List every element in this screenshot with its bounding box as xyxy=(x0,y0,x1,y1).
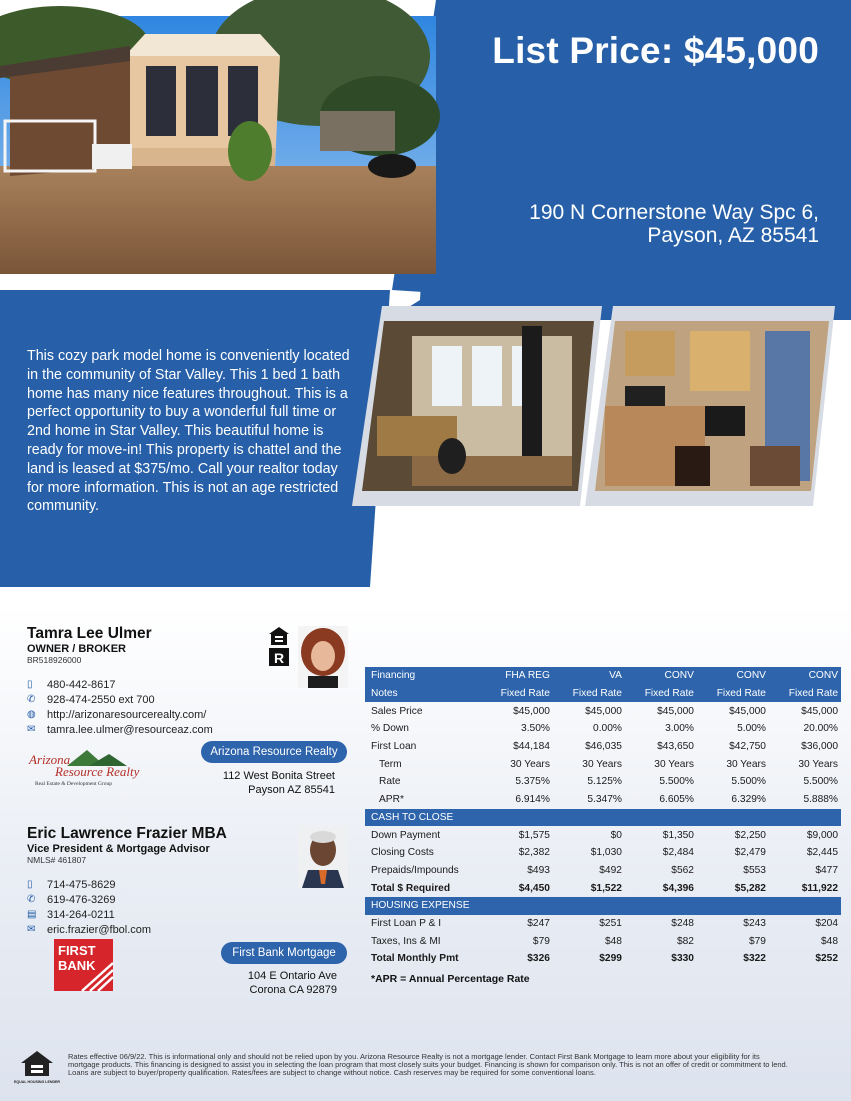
table-cell: $45,000 xyxy=(585,705,622,717)
lender-company-badge[interactable]: First Bank Mortgage xyxy=(221,942,347,964)
list-price: List Price: $45,000 xyxy=(492,30,819,71)
row-label: APR* xyxy=(379,794,404,806)
table-row xyxy=(365,950,841,968)
table-header-cell: CONV xyxy=(625,667,697,685)
fax-icon: ▤ xyxy=(27,909,37,920)
table-cell: $4,450 xyxy=(518,882,550,894)
mobile-icon: ▯ xyxy=(27,879,33,890)
row-label: First Loan xyxy=(371,741,417,753)
row-label: Term xyxy=(379,758,402,770)
table-cell: $1,030 xyxy=(590,847,622,859)
table-cell: 5.888% xyxy=(803,794,838,806)
agent-email-text: tamra.lee.ulmer@resourceaz.com xyxy=(47,723,213,736)
table-cell: 30 Years xyxy=(510,758,550,770)
cash-to-close-header xyxy=(365,809,841,827)
svg-text:R: R xyxy=(274,650,285,666)
globe-icon: ◍ xyxy=(27,709,36,720)
table-cell: $46,035 xyxy=(585,741,622,753)
email-icon: ✉ xyxy=(27,924,36,935)
property-photo xyxy=(0,16,436,274)
email-icon: ✉ xyxy=(27,724,36,735)
row-label: Total Monthly Pmt xyxy=(371,953,459,965)
table-cell: $1,350 xyxy=(662,829,694,841)
table-row xyxy=(365,791,841,809)
row-label: Sales Price xyxy=(371,705,423,717)
table-cell: $45,000 xyxy=(801,705,838,717)
lender-name: Eric Lawrence Frazier MBA xyxy=(27,825,227,842)
table-cell: $2,484 xyxy=(662,847,694,859)
table-row xyxy=(365,915,841,933)
table-cell: $48 xyxy=(821,935,838,947)
table-cell: $43,650 xyxy=(657,741,694,753)
table-cell: $1,522 xyxy=(590,882,622,894)
table-cell: 30 Years xyxy=(726,758,766,770)
agent-headshot xyxy=(298,626,348,688)
lender-title: Vice President & Mortgage Advisor xyxy=(27,843,210,855)
table-cell: $44,184 xyxy=(513,741,550,753)
equal-housing-lender-icon xyxy=(13,1050,61,1086)
table-cell: $82 xyxy=(676,935,694,947)
table-cell: 6.605% xyxy=(659,794,694,806)
logo-text-bank: BANK xyxy=(58,958,96,973)
address-line-1: 190 N Cornerstone Way Spc 6, xyxy=(529,201,819,224)
table-cell: $79 xyxy=(532,935,550,947)
living-room-photo-frame xyxy=(352,306,602,506)
agent-phone[interactable] xyxy=(27,692,357,707)
table-cell: $247 xyxy=(527,917,550,929)
kitchen-photo-frame xyxy=(585,306,835,506)
table-cell: 6.914% xyxy=(515,794,550,806)
table-cell: $11,922 xyxy=(801,882,838,894)
eho-label: EQUAL HOUSING LENDER xyxy=(13,1080,61,1084)
table-notes-row xyxy=(365,685,841,703)
table-cell: 5.00% xyxy=(737,723,766,735)
lender-phone[interactable] xyxy=(27,892,357,907)
table-cell: 20.00% xyxy=(803,723,838,735)
row-label: Down Payment xyxy=(371,829,441,841)
table-cell: $36,000 xyxy=(801,741,838,753)
apr-footnote: *APR = Annual Percentage Rate xyxy=(371,973,530,985)
lender-email-text: eric.frazier@fbol.com xyxy=(47,923,152,936)
table-header-cell: VA xyxy=(553,667,625,685)
table-cell: $553 xyxy=(743,864,766,876)
lender-fax-text: 314-264-0211 xyxy=(47,908,115,921)
lender-phone-text: 619-476-3269 xyxy=(47,893,116,906)
mobile-icon: ▯ xyxy=(27,679,33,690)
row-label: Total $ Required xyxy=(371,882,451,894)
table-cell: $326 xyxy=(527,953,550,965)
table-cell: 30 Years xyxy=(654,758,694,770)
table-cell: 3.00% xyxy=(665,723,694,735)
agent-mobile-text: 480-442-8617 xyxy=(47,678,116,691)
table-cell: $330 xyxy=(671,953,694,965)
cash-rows xyxy=(365,826,841,897)
table-header-cell: Fixed Rate xyxy=(481,685,553,703)
row-label: Prepaids/Impounds xyxy=(371,864,459,876)
property-address xyxy=(529,201,819,247)
lender-email[interactable] xyxy=(27,922,357,937)
table-cell: 5.375% xyxy=(515,776,550,788)
table-cell: $45,000 xyxy=(729,705,766,717)
table-cell: $477 xyxy=(815,864,838,876)
table-cell: $9,000 xyxy=(806,829,838,841)
table-cell: 5.500% xyxy=(731,776,766,788)
table-cell: $42,750 xyxy=(729,741,766,753)
agent-office-line2: Payson AZ 85541 xyxy=(248,784,335,796)
section-header: HOUSING EXPENSE xyxy=(365,897,841,915)
table-cell: $243 xyxy=(743,917,766,929)
financing-table xyxy=(365,667,841,968)
table-cell: $2,445 xyxy=(806,847,838,859)
phone-icon: ✆ xyxy=(27,694,36,705)
first-bank-logo xyxy=(54,939,113,991)
address-line-2: Payson, AZ 85541 xyxy=(647,224,819,247)
table-cell: $0 xyxy=(610,829,622,841)
equal-housing-icon xyxy=(268,626,290,646)
row-label: Rate xyxy=(379,776,401,788)
logo-text-first: FIRST xyxy=(58,943,96,958)
table-cell: 5.125% xyxy=(587,776,622,788)
lender-office-line1: 104 E Ontario Ave xyxy=(247,970,337,982)
table-header-cell: Fixed Rate xyxy=(553,685,625,703)
agent-name: Tamra Lee Ulmer xyxy=(27,625,152,642)
property-description: This cozy park model home is conveniently located in the community of Star Valley. This 1 bed 1 bath home has many nice features throughout. This is a perfect opportunity to buy a wonderful full time or 2nd home in Star Valley. This beautiful home is ready for move-in! This property is chattel and the land is leased at $375/mo. Call your realtor today for more information. This is not an age restricted community. xyxy=(27,348,350,515)
table-cell: $4,396 xyxy=(662,882,694,894)
row-label: Taxes, Ins & MI xyxy=(371,935,441,947)
table-cell: 30 Years xyxy=(798,758,838,770)
table-header-cell: CONV xyxy=(769,667,841,685)
table-cell: $79 xyxy=(748,935,766,947)
agent-email[interactable] xyxy=(27,722,357,737)
table-header-cell: Financing xyxy=(365,667,481,685)
table-cell: $251 xyxy=(599,917,622,929)
lender-headshot xyxy=(298,826,348,888)
table-cell: 5.347% xyxy=(587,794,622,806)
table-cell: 6.329% xyxy=(731,794,766,806)
table-row xyxy=(365,738,841,756)
agent-office-address xyxy=(180,769,335,797)
table-cell: $48 xyxy=(604,935,622,947)
realtor-icon xyxy=(269,648,289,670)
table-header-cell: Fixed Rate xyxy=(697,685,769,703)
lender-office-line2: Corona CA 92879 xyxy=(249,984,337,996)
table-row xyxy=(365,879,841,897)
table-cell: $2,479 xyxy=(734,847,766,859)
table-cell: $2,250 xyxy=(734,829,766,841)
disclaimer-text: Rates effective 06/9/22. This is informational only and should not be relied upon by you. Arizona Resource Realty is not a mortgage lender. Contact First Bank Mortgage to learn more about your eligibility for its mortgage products. This financing is designed to assist you in selecting the loan program that most closely suits your budget. Financing is shown for comparison only. This is not an offer of credit or commitment to lend. Loans are subject to buyer/property qualification. Rates/fees are subject to change without notice. Cash reserves may be required for some conventional loans. xyxy=(68,1052,788,1078)
table-row xyxy=(365,702,841,720)
table-cell: $2,382 xyxy=(518,847,550,859)
table-cell: $1,575 xyxy=(518,829,550,841)
row-label: Closing Costs xyxy=(371,847,434,859)
table-cell: 0.00% xyxy=(593,723,622,735)
table-cell: $45,000 xyxy=(513,705,550,717)
table-cell: $5,282 xyxy=(734,882,766,894)
table-row xyxy=(365,720,841,738)
housing-rows xyxy=(365,915,841,968)
table-row xyxy=(365,826,841,844)
table-cell: $299 xyxy=(599,953,622,965)
table-cell: $45,000 xyxy=(657,705,694,717)
table-row xyxy=(365,844,841,862)
lender-office-address xyxy=(180,969,337,997)
agent-license: BR518926000 xyxy=(27,655,82,665)
agent-website[interactable] xyxy=(27,707,357,722)
table-cell: $322 xyxy=(743,953,766,965)
table-cell: 3.50% xyxy=(521,723,550,735)
table-row xyxy=(365,755,841,773)
table-row xyxy=(365,773,841,791)
arizona-resource-realty-logo xyxy=(27,744,147,788)
agent-office-line1: 112 West Bonita Street xyxy=(222,770,335,782)
table-cell: 30 Years xyxy=(582,758,622,770)
table-cell: $252 xyxy=(815,953,838,965)
logo-text-group: Real Estate & Development Group xyxy=(35,781,112,787)
table-cell: 5.500% xyxy=(803,776,838,788)
section-header: CASH TO CLOSE xyxy=(365,809,841,827)
agent-title: OWNER / BROKER xyxy=(27,643,126,655)
table-cell: 5.500% xyxy=(659,776,694,788)
logo-text-resource: Resource Realty xyxy=(55,764,140,779)
lender-mobile-text: 714-475-8629 xyxy=(47,878,116,891)
agent-website-text: http://arizonaresourcerealty.com/ xyxy=(47,708,207,721)
table-header-cell: FHA REG xyxy=(481,667,553,685)
table-row xyxy=(365,862,841,880)
agent-company-badge[interactable]: Arizona Resource Realty xyxy=(201,741,347,763)
agent-phone-text: 928-474-2550 ext 700 xyxy=(47,693,155,706)
table-header-cell: CONV xyxy=(697,667,769,685)
table-header-cell: Notes xyxy=(365,685,481,703)
table-cell: $562 xyxy=(671,864,694,876)
housing-expense-header xyxy=(365,897,841,915)
row-label: % Down xyxy=(371,723,409,735)
row-label: First Loan P & I xyxy=(371,917,442,929)
table-cell: $248 xyxy=(671,917,694,929)
table-cell: $204 xyxy=(815,917,838,929)
phone-icon: ✆ xyxy=(27,894,36,905)
lender-license: NMLS# 461807 xyxy=(27,855,87,865)
table-header-cell: Fixed Rate xyxy=(625,685,697,703)
table-header-cell: Fixed Rate xyxy=(769,685,841,703)
table-row xyxy=(365,932,841,950)
lender-fax[interactable] xyxy=(27,907,357,922)
table-cell: $492 xyxy=(599,864,622,876)
table-header-row xyxy=(365,667,841,685)
table-cell: $493 xyxy=(527,864,550,876)
loan-rows xyxy=(365,702,841,808)
logo-text-arizona: Arizona xyxy=(29,752,71,767)
